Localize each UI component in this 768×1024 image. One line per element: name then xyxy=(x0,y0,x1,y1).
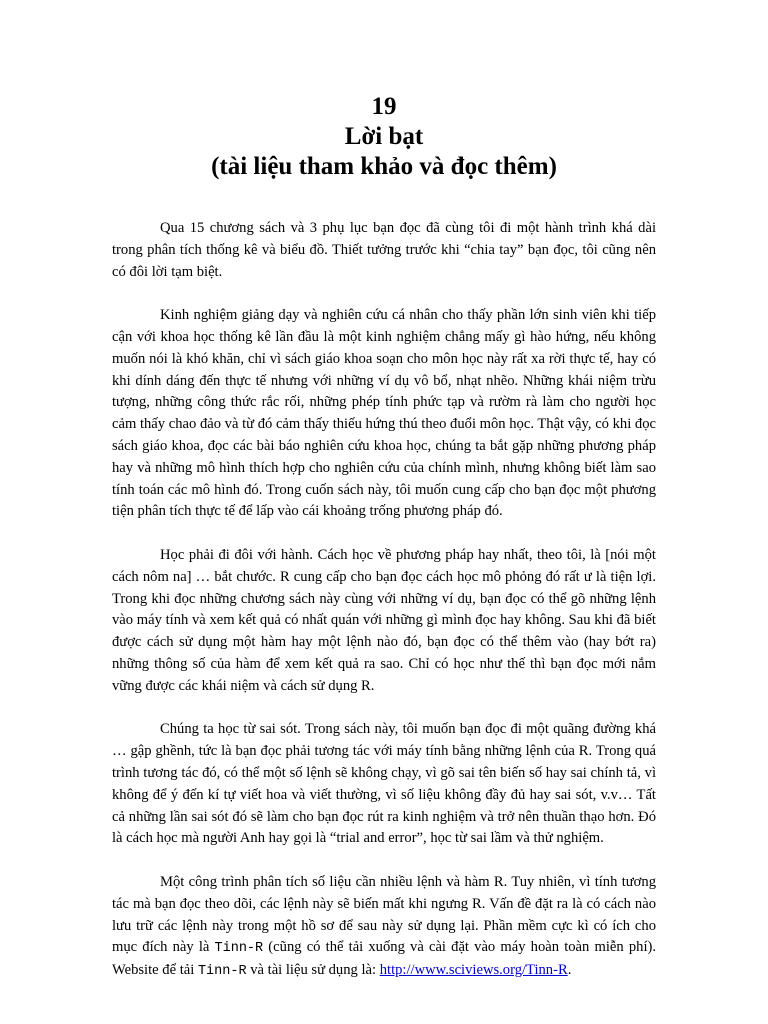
paragraph-5-text-c: và tài liệu sử dụng là: xyxy=(246,962,380,979)
body-text xyxy=(112,218,656,983)
chapter-subtitle: (tài liệu tham khảo và đọc thêm) xyxy=(211,153,557,180)
paragraph-5-end: . xyxy=(567,962,572,979)
paragraph-5-text-a: Một công trình phân tích số liệu cần nhiều lệnh và hàm R. Tuy nhiên, vì tính tương tác mà bạn đọc theo dõi, các lệnh này sẽ biến mất khi ngưng R. Vấn đề đặt ra là có cách nào lưu trữ các lệnh này trong một hồ sơ để sau này sử dụng lại. Phần mềm cực kì có ích cho mục đích này là xyxy=(112,873,656,956)
tinn-r-website-link[interactable]: http://www.sciviews.org/Tinn-R xyxy=(379,962,568,979)
chapter-title: Lời bạt xyxy=(344,123,424,150)
paragraph-4: Chúng ta học từ sai sót. Trong sách này, tôi muốn bạn đọc đi một quãng đường khá … gập ghềnh, tức là bạn đọc phải tương tác với máy tính bằng những lệnh của R. Trong quá trình tương tác đó, có thể một số lệnh sẽ không chạy, vì gõ sai tên biến số hay sai chính tả, vì không để ý đến kí tự viết hoa và viết thường, vì số liệu không đầy đủ hay sai sót, v.v… Tất cả những lần sai sót đó sẽ làm cho bạn đọc rút ra kinh nghiệm và trở nên thuần thạo hơn. Đó là cách học mà người Anh hay gọi là “trial and error”, học từ sai lầm và thử nghiệm. xyxy=(112,721,656,847)
paragraph-2: Kinh nghiệm giảng dạy và nghiên cứu cá nhân cho thấy phần lớn sinh viên khi tiếp cận với khoa học thống kê lần đầu là một kinh nghiệm chẳng mấy gì hào hứng, nếu không muốn nói là khó khăn, chỉ vì sách giáo khoa soạn cho môn học này rất xa rời thực tế, hay có khi dính dáng đến thực tế nhưng với những ví dụ vô bổ, nhạt nhẽo. Những khái niệm trừu tượng, những công thức rắc rối, những phép tính phức tạp và rườm rà làm cho người học cảm thấy chao đảo và từ đó cảm thấy thiếu hứng thú theo đuổi môn học. Thật vậy, có khi đọc sách giáo khoa, đọc các bài báo nghiên cứu khoa học, chúng ta bắt gặp những phương pháp hay và những mô hình thích hợp cho nghiên cứu của chính mình, nhưng không biết làm sao tính toán các mô hình đó. Trong cuốn sách này, tôi muốn cung cấp cho bạn đọc một phương tiện phân tích thực tế để lấp vào cái khoảng trống phương pháp đó. xyxy=(112,307,656,520)
paragraph-1: Qua 15 chương sách và 3 phụ lục bạn đọc đã cùng tôi đi một hành trình khá dài trong phân tích thống kê và biểu đồ. Thiết tưởng trước khi “chia tay” bạn đọc, tôi cũng nên có đôi lời tạm biệt. xyxy=(112,220,656,280)
paragraph-5-text-b: (cũng có thể tải xuống và cài đặt vào máy hoàn toàn miễn phí). Website để tải xyxy=(112,939,657,979)
paragraph-3: Học phải đi đôi với hành. Cách học về phương pháp hay nhất, theo tôi, là [nói một cách nôm na] … bắt chước. R cung cấp cho bạn đọc cách học mô phỏng đó rất ư là tiện lợi. Trong khi đọc những chương sách này cùng với những ví dụ, bạn đọc có thể gõ những lệnh vào máy tính và xem kết quả có nhất quán với những gì mình đọc hay không. Sau khi đã biết được cách sử dụng một hàm hay một lệnh nào đó, bạn đọc có thể thêm vào (hay bớt ra) những thông số của hàm để xem kết quả ra sao. Chỉ có học như thế thì bạn đọc mới nắm vững được các khái niệm và cách sử dụng R. xyxy=(112,546,656,694)
document-page xyxy=(112,92,656,1005)
paragraph-5 xyxy=(112,872,656,983)
chapter-heading xyxy=(112,92,656,182)
code-tinn-r-2: Tinn-R xyxy=(197,964,247,980)
code-tinn-r: Tinn-R xyxy=(214,941,264,957)
chapter-number: 19 xyxy=(371,93,397,120)
